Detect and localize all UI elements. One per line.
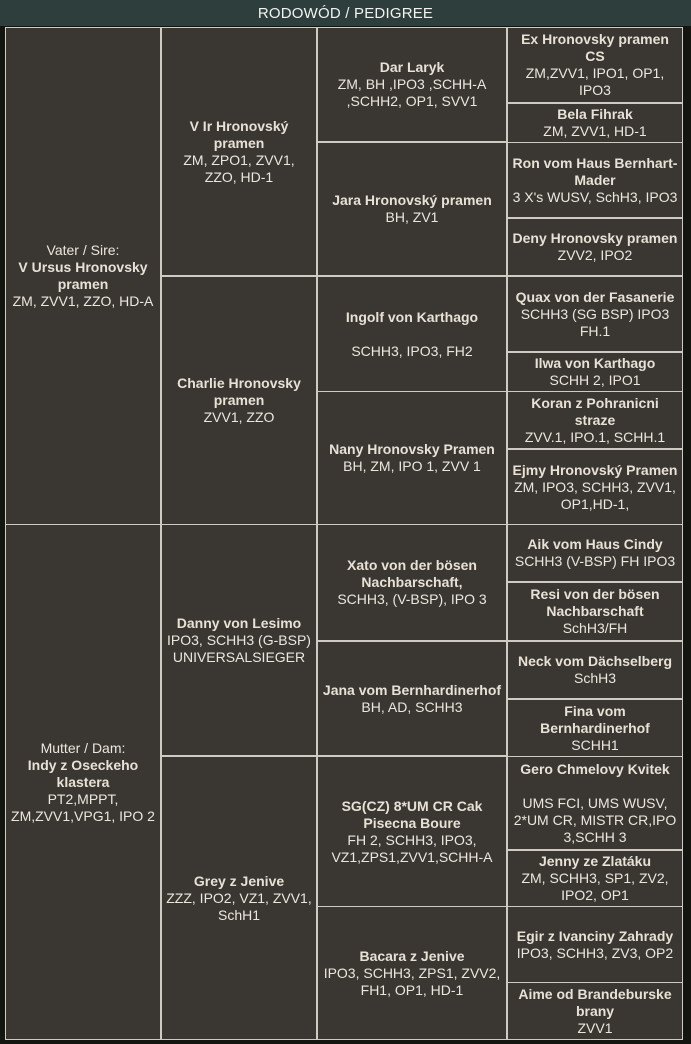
ancestor-titles: IPO3, SCHH3 (G-BSP) UNIVERSALSIEGER [167,631,311,665]
ancestor-titles: ZVV2, IPO2 [557,247,633,263]
gen3-ancestor-cell [317,641,507,756]
gen4-ancestor-cell [507,276,683,352]
ancestor-name: Fina vom Bernhardinerhof [540,702,650,736]
pedigree-header [0,0,691,26]
ancestor-titles: ZM, ZPO1, ZVV1, ZZO, HD-1 [183,151,295,185]
gen4-ancestor-cell [507,641,683,699]
gen3-ancestor-cell [317,276,507,392]
ancestor-name: Grey z Jenive [193,872,285,889]
ancestor-name: Bela Fihrak [557,106,633,122]
pedigree-title: RODOWÓD / PEDIGREE [257,4,434,22]
ancestor-name: Ex Hronovsky pramen CS [521,31,669,64]
ancestor-name: Neck vom Dächselberg [517,653,673,669]
gen2-ancestor-cell [161,27,317,276]
ancestor-name: Jara Hronovský pramen [332,192,492,208]
sire-role-label: Vater / Sire: [46,242,120,258]
gen4-ancestor-cell [507,699,683,757]
gen2-ancestor-cell [161,524,317,756]
gen4-ancestor-cell [507,756,683,850]
gen3-ancestor-cell [317,524,507,641]
ancestor-name: Deny Hronovsky pramen [512,230,678,246]
ancestor-name: Nany Hronovsky Pramen [329,441,495,457]
ancestor-titles: FH 2, SCHH3, IPO3, VZ1,ZPS1,ZVV1,SCHH-A [331,831,493,865]
ancestor-name: Aik vom Haus Cindy [527,536,663,552]
ancestor-name: Aime od Brandeburske brany [518,985,672,1019]
ancestor-titles: SchH3/FH [562,620,628,636]
ancestor-titles: ZZZ, IPO2, VZ1, ZVV1, SchH1 [166,889,312,923]
gen3-ancestor-cell [317,142,507,276]
ancestor-name: Charlie Hronovsky pramen [177,375,301,408]
ancestor-name: Dar Laryk [379,59,445,75]
ancestor-name: Ilwa von Karthago [534,355,656,371]
gen3-ancestor-cell [317,27,507,142]
ancestor-titles: SchH3 [573,670,617,686]
ancestor-titles: SCHH1 [571,736,619,753]
ancestor-titles: BH, ZV1 [385,209,439,225]
ancestor-titles: SCHH3 (V-BSP) FH IPO3 [514,553,676,569]
ancestor-titles: SCHH3 (SG BSP) IPO3 FH.1 [520,305,670,339]
ancestor-titles: ZM, BH ,IPO3 ,SCHH-A ,SCHH2, OP1, SVV1 [337,76,487,109]
ancestor-name: SG(CZ) 8*UM CR Cak Pisecna Boure [341,797,483,831]
gen3-ancestor-cell [317,906,507,1040]
sire-name: V Ursus Hronovsky pramen [18,259,148,292]
ancestor-name: Danny von Lesimo [176,614,302,631]
dam-role-label: Mutter / Dam: [40,739,126,756]
ancestor-name: Ron vom Haus Bernhart-Mader [512,154,678,188]
ancestor-name: Bacara z Jenive [359,947,465,964]
ancestor-name: Xato von der bösen Nachbarschaft, [347,557,477,590]
ancestor-name: Jana vom Bernhardinerhof [322,681,502,698]
gen4-ancestor-cell [507,906,683,983]
ancestor-name: Jenny ze Zlatáku [538,853,652,869]
gen4-ancestor-cell [507,850,683,907]
ancestor-name: Resi von der bösen Nachbarschaft [530,586,660,619]
ancestor-titles: ZVV.1, IPO.1, SCHH.1 [524,428,666,445]
gen4-ancestor-cell [507,103,683,143]
ancestor-titles: ZM, ZVV1, HD-1 [543,123,647,139]
ancestor-titles: SCHH3, (V-BSP), IPO 3 [337,591,487,607]
ancestor-titles: IPO3, SCHH3, ZV3, OP2 [516,944,674,961]
gen4-ancestor-cell [507,352,683,392]
gen4-ancestor-cell [507,142,683,218]
ancestor-titles: SCHH3, IPO3, FH2 [351,342,473,359]
gen4-ancestor-cell [507,218,683,276]
ancestor-titles: 3 X's WUSV, SchH3, IPO3 [512,188,678,205]
ancestor-name: Koran z Pohranicni straze [531,394,659,428]
dam-cell [5,524,161,1040]
ancestor-titles: ZM,ZVV1, IPO1, OP1, IPO3 [525,65,665,98]
ancestor-titles: UMS FCI, UMS WUSV, 2*UM CR, MISTR CR,IPO 3,SCHH 3 [513,794,677,845]
ancestor-titles: IPO3, SCHH3, ZPS1, ZVV2, FH1, OP1, HD-1 [323,964,501,998]
gen4-ancestor-cell [507,524,683,582]
ancestor-titles: ZVV1 [577,1019,613,1036]
ancestor-name: V Ir Hronovský pramen [189,117,289,151]
ancestor-name: Gero Chmelovy Kvitek [520,760,670,777]
ancestor-titles: BH, AD, SCHH3 [361,698,463,715]
sire-cell [5,27,161,525]
dam-name: Indy z Oseckeho klastera [27,756,139,790]
gen4-ancestor-cell [507,982,683,1040]
ancestor-name: Ejmy Hronovský Pramen [512,461,678,478]
sire-titles: ZM, ZVV1, ZZO, HD-A [12,293,154,309]
ancestor-titles: SCHH 2, IPO1 [549,372,641,388]
gen4-ancestor-cell [507,582,683,641]
dam-titles: PT2,MPPT, ZM,ZVV1,VPG1, IPO 2 [11,790,155,824]
gen3-ancestor-cell [317,756,507,907]
ancestor-titles: ZM, IPO3, SCHH3, ZVV1, OP1,HD-1, [514,478,676,512]
ancestor-name: Quax von der Fasanerie [515,288,675,305]
gen4-ancestor-cell [507,27,683,103]
ancestor-name: Ingolf von Karthago [345,308,479,325]
gen3-ancestor-cell [317,391,507,525]
ancestor-titles: ZVV1, ZZO [203,409,275,425]
gen4-ancestor-cell [507,449,683,525]
ancestor-name: Egir z Ivanciny Zahrady [516,927,674,944]
gen2-ancestor-cell [161,756,317,1040]
gen4-ancestor-cell [507,391,683,449]
ancestor-titles: BH, ZM, IPO 1, ZVV 1 [343,458,481,474]
gen2-ancestor-cell [161,276,317,525]
ancestor-titles: ZM, SCHH3, SP1, ZV2, IPO2, OP1 [521,870,669,903]
